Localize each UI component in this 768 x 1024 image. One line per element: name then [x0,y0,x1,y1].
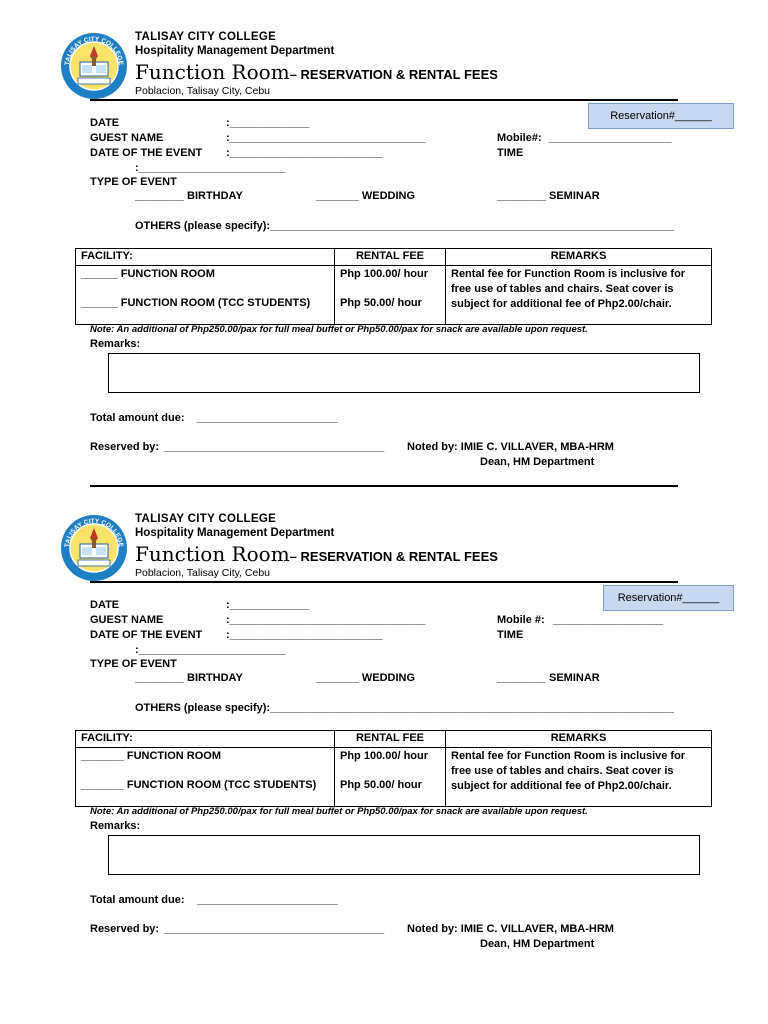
remarks-cell: Rental fee for Function Room is inclusive for free use of tables and chairs. Seat cover is subject for additional fee of Php2.00/chair. [446,266,712,325]
mobile-field[interactable]: ____________________ [549,132,672,144]
event-type-others-field[interactable]: OTHERS (please specify):__________________________________________________________________ [135,220,674,232]
total-amount-field[interactable]: _______________________ [197,412,338,424]
reserved-by-label: Reserved by: [90,923,160,935]
remarks-label: Remarks: [90,820,141,832]
facility-function-room-students[interactable]: ______ FUNCTION ROOM (TCC STUDENTS) [81,297,311,309]
facility-column-header: FACILITY: [76,731,335,748]
reserved-by-label: Reserved by: [90,441,160,453]
form-title-sub: – RESERVATION & RENTAL FEES [289,549,498,564]
facility-table [75,248,712,325]
remarks-cell: Rental fee for Function Room is inclusive for free use of tables and chairs. Seat cover is subject for additional fee of Php2.00/chair. [446,748,712,807]
form-title-main: Function Room [135,542,290,566]
table-row [76,266,712,325]
time-label: TIME [497,629,524,641]
event-type-label: TYPE OF EVENT [90,176,177,188]
dean-title: Dean, HM Department [480,938,595,950]
college-name: TALISAY CITY COLLEGE [135,513,277,525]
college-seal-logo [60,32,128,100]
facility-function-room[interactable]: ______ FUNCTION ROOM [81,268,215,280]
meal-note: Note: An additional of Php250.00/pax for full meal buffet or Php50.00/pax for snack are available upon request. [90,324,588,335]
remarks-label: Remarks: [90,338,141,350]
reservation-number-box[interactable]: Reservation#______ [588,103,734,129]
mobile-label: Mobile #: [497,614,545,626]
college-name: TALISAY CITY COLLEGE [135,31,277,43]
header-divider [90,99,678,101]
facility-column-header: FACILITY: [76,249,335,266]
date-label: DATE [90,117,120,129]
department-name: Hospitality Management Department [135,527,335,539]
total-amount-field[interactable]: _______________________ [197,894,338,906]
time-label: TIME [497,147,524,159]
event-date-field[interactable]: :_________________________ [226,629,383,641]
form-title-main: Function Room [135,60,290,84]
dean-title: Dean, HM Department [480,456,595,468]
date-field[interactable]: :_____________ [226,117,310,129]
noted-by-label: Noted by: IMIE C. VILLAVER, MBA-HRM [407,923,614,935]
guest-name-label: GUEST NAME [90,614,164,626]
event-date-label: DATE OF THE EVENT [90,147,203,159]
event-type-wedding[interactable]: _______ WEDDING [316,190,416,202]
remarks-input[interactable] [108,353,700,393]
event-type-birthday[interactable]: ________ BIRTHDAY [135,672,243,684]
total-amount-label: Total amount due: [90,894,185,906]
event-type-seminar[interactable]: ________ SEMINAR [497,672,600,684]
facility-function-room-students[interactable]: _______ FUNCTION ROOM (TCC STUDENTS) [81,779,317,791]
svg-text:TALISAY CITY COLLEGE: TALISAY CITY COLLEGE [63,35,125,66]
mobile-label: Mobile#: [497,132,542,144]
facility-table-header [76,731,712,748]
college-address: Poblacion, Talisay City, Cebu [135,85,271,97]
college-address: Poblacion, Talisay City, Cebu [135,567,271,579]
form-end-divider [90,485,678,487]
remarks-column-header: REMARKS [446,731,712,748]
facility-table [75,730,712,807]
mobile-field[interactable]: __________________ [553,614,664,626]
fee-function-room-students: Php 50.00/ hour [340,779,422,791]
remarks-column-header: REMARKS [446,249,712,266]
event-type-birthday[interactable]: ________ BIRTHDAY [135,190,243,202]
event-date-label: DATE OF THE EVENT [90,629,203,641]
form-title-sub: – RESERVATION & RENTAL FEES [289,67,498,82]
reserved-by-field[interactable]: ____________________________________ [164,923,385,935]
table-row [76,748,712,807]
guest-name-field[interactable]: :________________________________ [226,614,426,626]
date-label: DATE [90,599,120,611]
event-type-label: TYPE OF EVENT [90,658,177,670]
meal-note: Note: An additional of Php250.00/pax for full meal buffet or Php50.00/pax for snack are available upon request. [90,806,588,817]
guest-name-label: GUEST NAME [90,132,164,144]
time-field[interactable]: :________________________ [135,162,286,174]
event-type-wedding[interactable]: _______ WEDDING [316,672,416,684]
total-amount-label: Total amount due: [90,412,185,424]
facility-function-room[interactable]: _______ FUNCTION ROOM [81,750,221,762]
facility-table-header [76,249,712,266]
fee-function-room: Php 100.00/ hour [340,750,429,762]
noted-by-label: Noted by: IMIE C. VILLAVER, MBA-HRM [407,441,614,453]
event-type-seminar[interactable]: ________ SEMINAR [497,190,600,202]
date-field[interactable]: :_____________ [226,599,310,611]
rental-fee-cell [335,266,446,325]
form-title [135,60,498,84]
reserved-by-field[interactable]: ____________________________________ [164,441,385,453]
rental-fee-column-header: RENTAL FEE [335,731,446,748]
event-date-field[interactable]: :_________________________ [226,147,383,159]
event-type-others-field[interactable]: OTHERS (please specify):__________________________________________________________________ [135,702,674,714]
fee-function-room-students: Php 50.00/ hour [340,297,422,309]
guest-name-field[interactable]: :________________________________ [226,132,426,144]
facility-cell [76,266,335,325]
college-seal-logo [60,514,128,582]
reservation-number-box[interactable]: Reservation#______ [603,585,734,611]
department-name: Hospitality Management Department [135,45,335,57]
form-title [135,542,498,566]
time-field[interactable]: :________________________ [135,644,286,656]
header-divider [90,581,678,583]
fee-function-room: Php 100.00/ hour [340,268,429,280]
remarks-input[interactable] [108,835,700,875]
reservation-form-2 [0,512,768,992]
rental-fee-column-header: RENTAL FEE [335,249,446,266]
svg-text:TALISAY CITY COLLEGE: TALISAY CITY COLLEGE [63,517,125,548]
rental-fee-cell [335,748,446,807]
reservation-form-1 [0,30,768,510]
facility-cell [76,748,335,807]
